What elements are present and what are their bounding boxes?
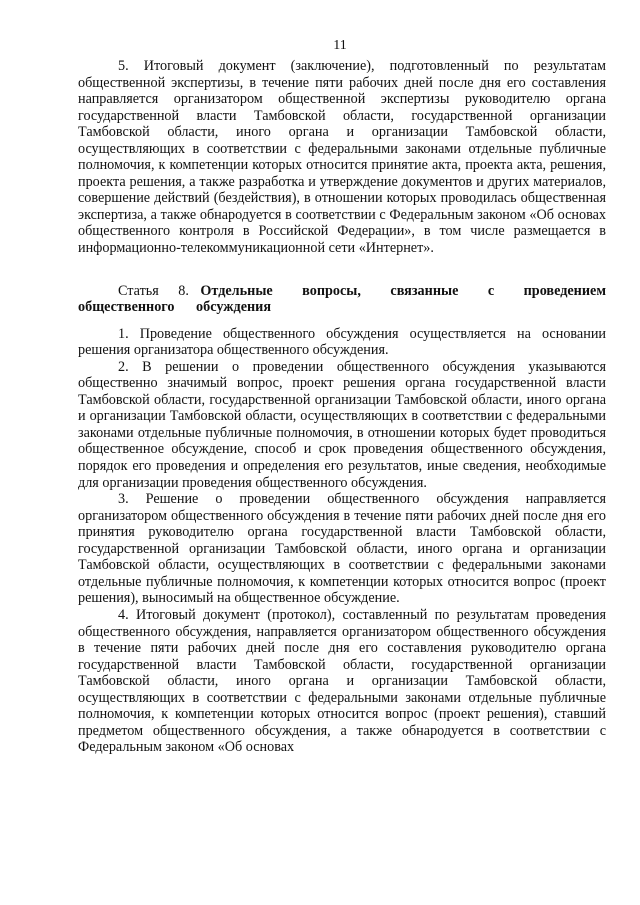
article-heading [78, 283, 606, 316]
document-body [78, 58, 606, 756]
paragraph-3-decision-sending: 3. Решение о проведении общественного обсуждения направляется организатором общественного обсуждения в течение пяти рабочих дней после дня его принятия руководителю органа государственной власти Тамбовской области, государственной организации Тамбовской области, иного органа и организации Тамбовской области, осуществляющих в соответствии с федеральными законами отдельные публичные полномочия, к компетенции которых относится вопрос (проект решения), выносимый на общественное обсуждение. [78, 491, 606, 607]
paragraph-1-discussion-basis: 1. Проведение общественного обсуждения осуществляется на основании решения организатора общественного обсуждения. [78, 325, 606, 359]
heading-spacer [78, 316, 606, 326]
article-title: Отдельные вопросы, связанные с проведением общественного обсуждения [78, 282, 606, 316]
page-number: 11 [333, 38, 347, 53]
paragraph-5-expertise-result: 5. Итоговый документ (заключение), подготовленный по результатам общественной экспертизы, в течение пяти рабочих дней после дня его составления направляется организатором общественной экспертизы руководителю органа государственной власти Тамбовской области, государственной организации Тамбовской области, иного органа и организации Тамбовской области, осуществляющих в соответствии с федеральными законами отдельные публичные полномочия, к компетенции которых относится принятие акта, проекта акта, решения, проекта решения, а также разработка и утверждение документов и других материалов, совершение действий (бездействия), в отношении которых проводилась общественная экспертиза, а также обнародуется в соответствии с Федеральным законом «Об основах общественного контроля в Российской Федерации», в том числе размещается в информационно-телекоммуникационной сети «Интернет». [78, 58, 606, 257]
paragraph-4-final-protocol: 4. Итоговый документ (протокол), составленный по результатам проведения общественного обсуждения, направляется организатором общественного обсуждения в течение пяти рабочих дней после дня его составления руководителю органа государственной власти Тамбовской области, государственной организации Тамбовской области, иного органа и организации Тамбовской области, осуществляющих в соответствии с федеральными законами отдельные публичные полномочия, к компетенции которых относится вопрос (проект решения), ставший предметом общественного обсуждения, а также обнародуется в соответствии с Федеральным законом «Об основах [78, 606, 606, 756]
paragraph-2-decision-contents: 2. В решении о проведении общественного обсуждения указываются общественно значимый вопрос, проект решения органа государственной власти Тамбовской области, государственной организации Тамбовской области, иного органа и организации Тамбовской области, осуществляющих в соответствии с федеральными законами отдельные публичные полномочия, в отношении которых будет проводиться общественное обсуждение, способ и срок проведения общественного обсуждения, порядок его проведения и определения его результатов, иные сведения, необходимые для организации проведения общественного обсуждения. [78, 358, 606, 491]
article-number: Статья 8. [118, 282, 189, 299]
section-spacer [78, 257, 606, 283]
